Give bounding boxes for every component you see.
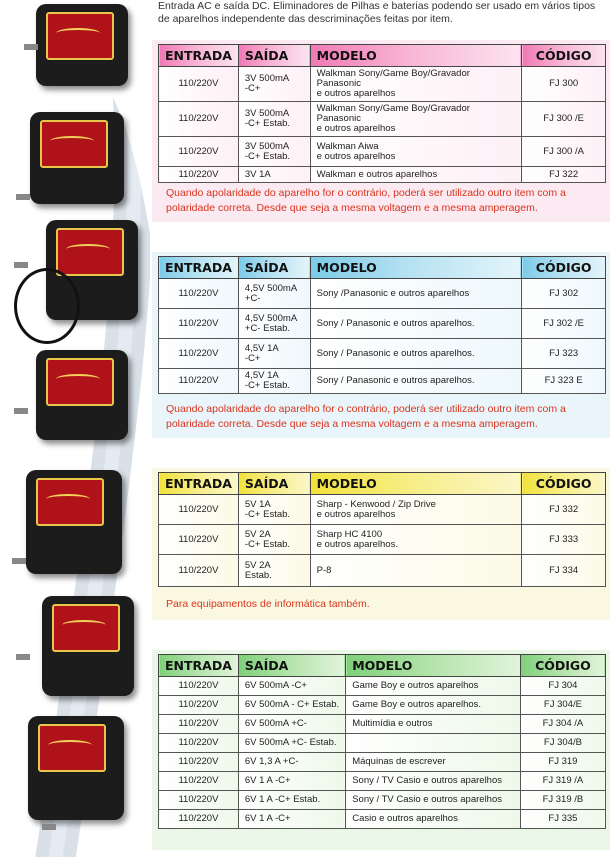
header-codigo: CÓDIGO: [522, 257, 606, 279]
cell-entrada: 110/220V: [159, 102, 239, 137]
cell-codigo: FJ 304/B: [520, 734, 605, 753]
cell-saida: 3V 500mA -C+ Estab.: [238, 102, 310, 137]
table-row: [159, 734, 606, 753]
cell-saida: 6V 500mA -C+: [238, 677, 345, 696]
cell-codigo: FJ 322: [522, 167, 606, 183]
cell-modelo: Sony / Panasonic e outros aparelhos.: [310, 339, 522, 369]
table-row: [159, 495, 606, 525]
table-row: [159, 696, 606, 715]
informatica-note: Para equipamentos de informática também.: [166, 598, 370, 610]
header-modelo: MODELO: [310, 473, 522, 495]
cell-entrada: 110/220V: [159, 677, 239, 696]
cell-modelo: Game Boy e outros aparelhos.: [346, 696, 521, 715]
header-saida: SAÍDA: [238, 655, 345, 677]
table-row: [159, 810, 606, 829]
cell-codigo: FJ 304/E: [520, 696, 605, 715]
header-saida: SAÍDA: [238, 45, 310, 67]
header-codigo: CÓDIGO: [520, 655, 605, 677]
header-codigo: CÓDIGO: [522, 45, 606, 67]
cell-entrada: 110/220V: [159, 67, 239, 102]
cell-codigo: FJ 332: [522, 495, 606, 525]
cell-codigo: FJ 319 /A: [520, 772, 605, 791]
cell-modelo: Sharp - Kenwood / Zip Drive e outros aparelhos: [310, 495, 522, 525]
polarity-note-1: Quando apolaridade do aparelho for o contrário, poderá ser utilizado outro item com a polaridade correta. Desde que seja a mesma voltagem e a mesma amperagem.: [166, 187, 566, 214]
cell-modelo: P-8: [310, 555, 522, 587]
cell-modelo: Sharp HC 4100 e outros aparelhos.: [310, 525, 522, 555]
table-row: [159, 102, 606, 137]
table-row: [159, 772, 606, 791]
cell-saida: 4,5V 1A -C+ Estab.: [238, 369, 310, 394]
cell-modelo: Sony / TV Casio e outros aparelhos: [346, 772, 521, 791]
cell-saida: 6V 1 A -C+ Estab.: [238, 791, 345, 810]
cell-saida: 4,5V 500mA +C- Estab.: [238, 309, 310, 339]
cell-modelo: Sony /Panasonic e outros aparelhos: [310, 279, 522, 309]
polarity-note-2: Quando apolaridade do aparelho for o contrário, poderá ser utilizado outro item com a polaridade correta. Desde que seja a mesma voltagem e a mesma amperagem.: [166, 403, 566, 430]
cell-saida: 5V 1A -C+ Estab.: [238, 495, 310, 525]
cell-saida: 6V 1 A -C+: [238, 772, 345, 791]
table-row: [159, 309, 606, 339]
cell-saida: 6V 1 A -C+: [238, 810, 345, 829]
header-modelo: MODELO: [346, 655, 521, 677]
cell-codigo: FJ 304 /A: [520, 715, 605, 734]
header-entrada: ENTRADA: [159, 45, 239, 67]
header-codigo: CÓDIGO: [522, 473, 606, 495]
header-entrada: ENTRADA: [159, 655, 239, 677]
cell-codigo: FJ 302: [522, 279, 606, 309]
cell-modelo: Walkman Aiwa e outros aparelhos: [310, 137, 522, 167]
table-section-3: [158, 472, 606, 587]
table-row: [159, 753, 606, 772]
table-row: [159, 555, 606, 587]
cell-saida: 5V 2A Estab.: [238, 555, 310, 587]
cell-entrada: 110/220V: [159, 167, 239, 183]
cell-saida: 6V 500mA +C- Estab.: [238, 734, 345, 753]
cell-entrada: 110/220V: [159, 696, 239, 715]
cell-modelo: Sony / TV Casio e outros aparelhos: [346, 791, 521, 810]
cell-entrada: 110/220V: [159, 715, 239, 734]
adapter-image-2: [30, 112, 124, 204]
header-entrada: ENTRADA: [159, 257, 239, 279]
adapter-image-4: [36, 350, 128, 440]
cell-saida: 4,5V 500mA +C-: [238, 279, 310, 309]
cell-entrada: 110/220V: [159, 555, 239, 587]
header-saida: SAÍDA: [238, 257, 310, 279]
cell-entrada: 110/220V: [159, 734, 239, 753]
cell-entrada: 110/220V: [159, 772, 239, 791]
header-modelo: MODELO: [310, 257, 522, 279]
cell-codigo: FJ 300: [522, 67, 606, 102]
cell-codigo: FJ 304: [520, 677, 605, 696]
cell-saida: 3V 1A: [238, 167, 310, 183]
cell-codigo: FJ 300 /A: [522, 137, 606, 167]
cell-codigo: FJ 323 E: [522, 369, 606, 394]
table-row: [159, 67, 606, 102]
adapter-image-7: [28, 716, 124, 820]
cell-codigo: FJ 323: [522, 339, 606, 369]
cell-entrada: 110/220V: [159, 309, 239, 339]
adapter-image-6: [42, 596, 134, 696]
cell-codigo: FJ 333: [522, 525, 606, 555]
header-entrada: ENTRADA: [159, 473, 239, 495]
table-section-2: [158, 256, 606, 394]
table-row: [159, 339, 606, 369]
cell-codigo: FJ 335: [520, 810, 605, 829]
cell-entrada: 110/220V: [159, 495, 239, 525]
cell-saida: 6V 1,3 A +C-: [238, 753, 345, 772]
table-row: [159, 525, 606, 555]
cell-saida: 3V 500mA -C+: [238, 67, 310, 102]
header-saida: SAÍDA: [238, 473, 310, 495]
cell-modelo: Walkman Sony/Game Boy/Gravador Panasonic e outros aparelhos: [310, 102, 522, 137]
cell-modelo: Casio e outros aparelhos: [346, 810, 521, 829]
cell-modelo: Máquinas de escrever: [346, 753, 521, 772]
cell-codigo: FJ 319: [520, 753, 605, 772]
table-section-1: [158, 44, 606, 183]
table-row: [159, 167, 606, 183]
cell-saida: 6V 500mA - C+ Estab.: [238, 696, 345, 715]
table-row: [159, 791, 606, 810]
cell-modelo: Walkman e outros aparelhos: [310, 167, 522, 183]
header-modelo: MODELO: [310, 45, 522, 67]
cell-entrada: 110/220V: [159, 339, 239, 369]
cell-saida: 3V 500mA -C+ Estab.: [238, 137, 310, 167]
table-row: [159, 715, 606, 734]
cell-entrada: 110/220V: [159, 279, 239, 309]
table-section-4: [158, 654, 606, 829]
table-row: [159, 279, 606, 309]
cable-graphic: [14, 268, 80, 344]
table-row: [159, 137, 606, 167]
cell-modelo: Walkman Sony/Game Boy/Gravador Panasonic e outros aparelhos: [310, 67, 522, 102]
cell-modelo: Sony / Panasonic e outros aparelhos.: [310, 309, 522, 339]
cell-codigo: FJ 302 /E: [522, 309, 606, 339]
cell-entrada: 110/220V: [159, 137, 239, 167]
cell-modelo: Multimídia e outros: [346, 715, 521, 734]
table-row: [159, 369, 606, 394]
cell-saida: 6V 500mA +C-: [238, 715, 345, 734]
intro-text: Entrada AC e saída DC. Eliminadores de Pilhas e baterias podendo ser usado em vários tipos de aparelhos independente das descriminações feitas por item.: [158, 0, 596, 25]
cell-modelo: Game Boy e outros aparelhos: [346, 677, 521, 696]
adapter-image-5: [26, 470, 122, 574]
table-row: [159, 677, 606, 696]
cell-entrada: 110/220V: [159, 369, 239, 394]
cell-entrada: 110/220V: [159, 791, 239, 810]
product-images-column: [0, 0, 150, 857]
cell-codigo: FJ 334: [522, 555, 606, 587]
cell-modelo: [346, 734, 521, 753]
cell-codigo: FJ 300 /E: [522, 102, 606, 137]
cell-saida: 5V 2A -C+ Estab.: [238, 525, 310, 555]
cell-modelo: Sony / Panasonic e outros aparelhos.: [310, 369, 522, 394]
adapter-image-1: [36, 4, 128, 86]
cell-entrada: 110/220V: [159, 753, 239, 772]
cell-saida: 4,5V 1A -C+: [238, 339, 310, 369]
cell-entrada: 110/220V: [159, 525, 239, 555]
cell-codigo: FJ 319 /B: [520, 791, 605, 810]
cell-entrada: 110/220V: [159, 810, 239, 829]
